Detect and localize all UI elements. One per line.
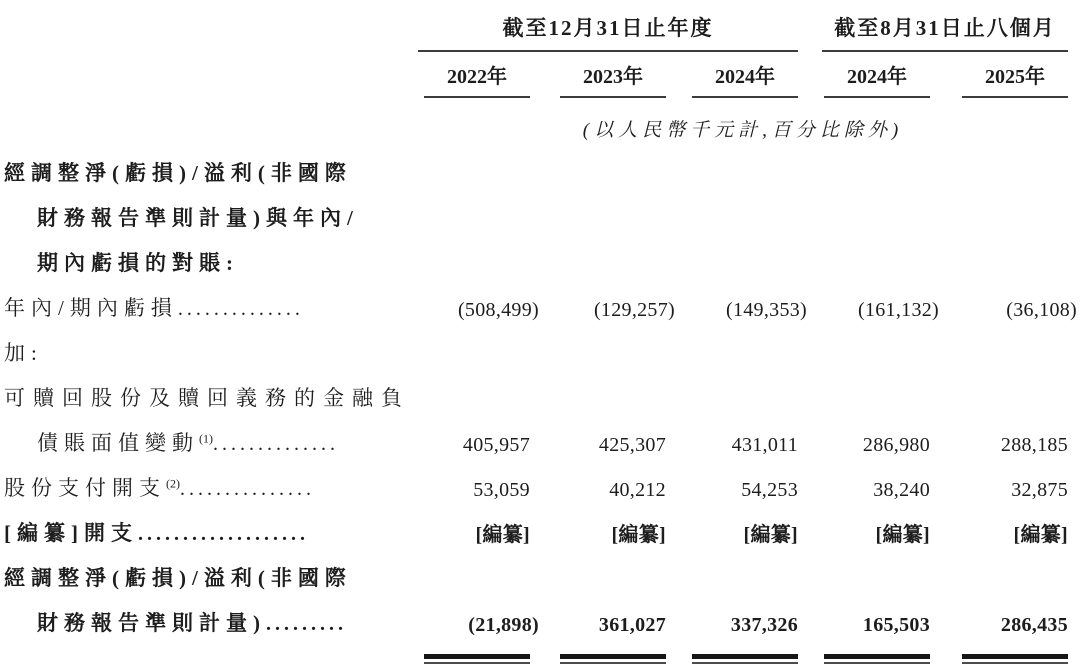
redeemable-8m2024-cell [798, 418, 930, 463]
loss-8m2025-cell [930, 283, 1078, 328]
loss-2022-cell [418, 283, 539, 328]
loss-for-period-label-cell [4, 283, 418, 328]
loss-2023-cell [530, 283, 675, 328]
adjusted-net-8m2024-value: 165,503 [862, 614, 931, 636]
add-row [4, 328, 1068, 373]
loss-8m2024-value: (161,132) [857, 299, 940, 321]
redeemable-2024-cell [666, 418, 798, 463]
dotted-leader: ............... [180, 478, 315, 500]
empty-cell [4, 98, 418, 148]
redeemable-line2-label: 債賬面值變動 [37, 431, 199, 455]
listing-expense-8m2025-cell [930, 508, 1068, 553]
add-label-cell [4, 328, 1068, 373]
year-header-2024-cell [666, 52, 798, 98]
section-header-line3-cell [4, 238, 1068, 283]
adjusted-net-line1-row [4, 553, 1068, 598]
redeemable-line1-row [4, 373, 1068, 418]
redeemable-line2-label-cell [4, 418, 418, 463]
loss-2024-cell [666, 283, 808, 328]
redeemable-line1-label: 可贖回股份及贖回義務的金融負 [4, 386, 410, 410]
total-rule-2022-cell [418, 643, 530, 671]
empty-cell [4, 6, 418, 52]
redeemable-2023-cell [530, 418, 666, 463]
adjusted-net-2023-cell [530, 598, 666, 643]
section-header-line1-row [4, 148, 1068, 193]
adjusted-net-2024-value: 337,326 [730, 614, 799, 636]
loss-8m2025-value: (36,108) [1006, 299, 1078, 321]
period-group-header-row [4, 6, 1068, 52]
adjusted-net-2022-cell [418, 598, 539, 643]
adjusted-net-8m2024-cell [798, 598, 930, 643]
listing-expense-2022-cell [418, 508, 530, 553]
adjusted-net-2023-value: 361,027 [598, 614, 666, 636]
listing-expense-8m2025-value: [編纂] [1013, 524, 1069, 546]
redeemable-8m2024-value: 286,980 [862, 434, 931, 456]
listing-expense-row [4, 508, 1068, 553]
redeemable-8m2025-value: 288,185 [1000, 434, 1069, 456]
empty-cell [4, 643, 418, 671]
listing-expense-2023-value: [編纂] [611, 524, 666, 546]
period-header-2025: 2025年 [962, 60, 1068, 98]
annual-period-group-label: 截至12月31日止年度 [418, 12, 798, 52]
adjusted-net-line2-label-cell [4, 598, 418, 643]
adjusted-net-8m2025-cell [930, 598, 1068, 643]
year-header-2022: 2022年 [424, 60, 530, 98]
total-rule-8m2025-cell [930, 643, 1068, 671]
share-payment-2022-cell [418, 463, 530, 508]
loss-8m2024-cell [798, 283, 940, 328]
share-payment-8m2024-value: 38,240 [873, 479, 931, 501]
interim-period-group-label: 截至8月31日止八個月 [822, 12, 1068, 52]
footnote-ref-1: (1) [199, 431, 213, 446]
adjusted-net-2024-cell [666, 598, 798, 643]
section-header-line1: 經調整淨(虧損)/溢利(非國際 [4, 161, 352, 185]
double-total-rule [560, 654, 666, 664]
listing-expense-8m2024-value: [編纂] [875, 524, 931, 546]
loss-2023-value: (129,257) [593, 299, 675, 321]
double-total-rule [424, 654, 530, 664]
adjusted-net-2022-value: (21,898) [468, 614, 539, 636]
redeemable-2022-value: 405,957 [462, 434, 530, 456]
year-header-2022-cell [418, 52, 530, 98]
year-header-2024: 2024年 [692, 60, 798, 98]
share-payment-2022-value: 53,059 [473, 479, 530, 501]
total-rule-2023-cell [530, 643, 666, 671]
year-header-2023: 2023年 [560, 60, 666, 98]
share-payment-8m2025-cell [930, 463, 1068, 508]
loss-2022-value: (508,499) [457, 299, 539, 321]
share-payment-2023-value: 40,212 [609, 479, 666, 501]
add-label: 加: [4, 341, 43, 365]
annual-period-group-cell [418, 6, 798, 52]
adjusted-net-line1-label: 經調整淨(虧損)/溢利(非國際 [4, 566, 352, 590]
section-header-line2-row [4, 193, 1068, 238]
year-header-2023-cell [530, 52, 666, 98]
adjusted-net-8m2025-value: 286,435 [1000, 614, 1069, 636]
empty-cell [4, 52, 418, 98]
redeemable-2022-cell [418, 418, 530, 463]
redeemable-8m2025-cell [930, 418, 1068, 463]
unit-note-cell [418, 98, 1068, 148]
listing-expense-2022-value: [編纂] [475, 524, 530, 546]
adjusted-net-line2-label: 財務報告準則計量) [37, 611, 266, 635]
section-header-line2-cell [4, 193, 1068, 238]
listing-expense-label: [編纂]開支 [4, 521, 138, 545]
double-total-rule [692, 654, 798, 664]
year-header-row [4, 52, 1068, 98]
loss-2024-value: (149,353) [725, 299, 808, 321]
redeemable-2024-value: 431,011 [731, 434, 799, 456]
dotted-leader: .............. [177, 298, 304, 320]
share-payment-row [4, 463, 1068, 508]
listing-expense-8m2024-cell [798, 508, 930, 553]
footnote-ref-2: (2) [166, 476, 180, 491]
loss-for-period-row [4, 283, 1068, 328]
share-payment-8m2024-cell [798, 463, 930, 508]
listing-expense-2024-cell [666, 508, 798, 553]
loss-for-period-label: 年內/期內虧損 [4, 296, 178, 320]
share-payment-label-cell [4, 463, 418, 508]
unit-note: (以人民幣千元計,百分比除外) [582, 120, 904, 141]
adjusted-net-line2-row [4, 598, 1068, 643]
section-header-line2: 財務報告準則計量)與年內/ [37, 206, 359, 230]
period-header-2025-cell [930, 52, 1068, 98]
redeemable-2023-value: 425,307 [598, 434, 666, 456]
section-header-line1-cell [4, 148, 1068, 193]
dotted-leader: ......... [266, 613, 347, 635]
interim-period-group-cell [798, 6, 1068, 52]
share-payment-2024-value: 54,253 [741, 479, 799, 501]
dotted-leader: ................... [138, 523, 309, 545]
share-payment-2024-cell [666, 463, 798, 508]
redeemable-line2-row [4, 418, 1068, 463]
section-header-line3-row [4, 238, 1068, 283]
listing-expense-2024-value: [編纂] [743, 524, 799, 546]
redeemable-line1-cell [4, 373, 1068, 418]
double-total-rule [824, 654, 930, 664]
total-rule-2024-cell [666, 643, 798, 671]
section-header-line3: 期內虧損的對賬: [37, 251, 239, 275]
unit-note-row [4, 98, 1068, 148]
adjusted-net-loss-reconciliation-table [4, 6, 1078, 671]
period-header-2024: 2024年 [824, 60, 930, 98]
total-rule-8m2024-cell [798, 643, 930, 671]
listing-expense-2023-cell [530, 508, 666, 553]
listing-expense-label-cell [4, 508, 418, 553]
share-payment-2023-cell [530, 463, 666, 508]
adjusted-net-line1-cell [4, 553, 1068, 598]
period-header-2024-cell [798, 52, 930, 98]
share-payment-8m2025-value: 32,875 [1011, 479, 1069, 501]
double-total-rule [962, 654, 1068, 664]
share-payment-label: 股份支付開支 [4, 476, 166, 500]
total-rule-row [4, 643, 1068, 671]
dotted-leader: .............. [213, 433, 339, 455]
